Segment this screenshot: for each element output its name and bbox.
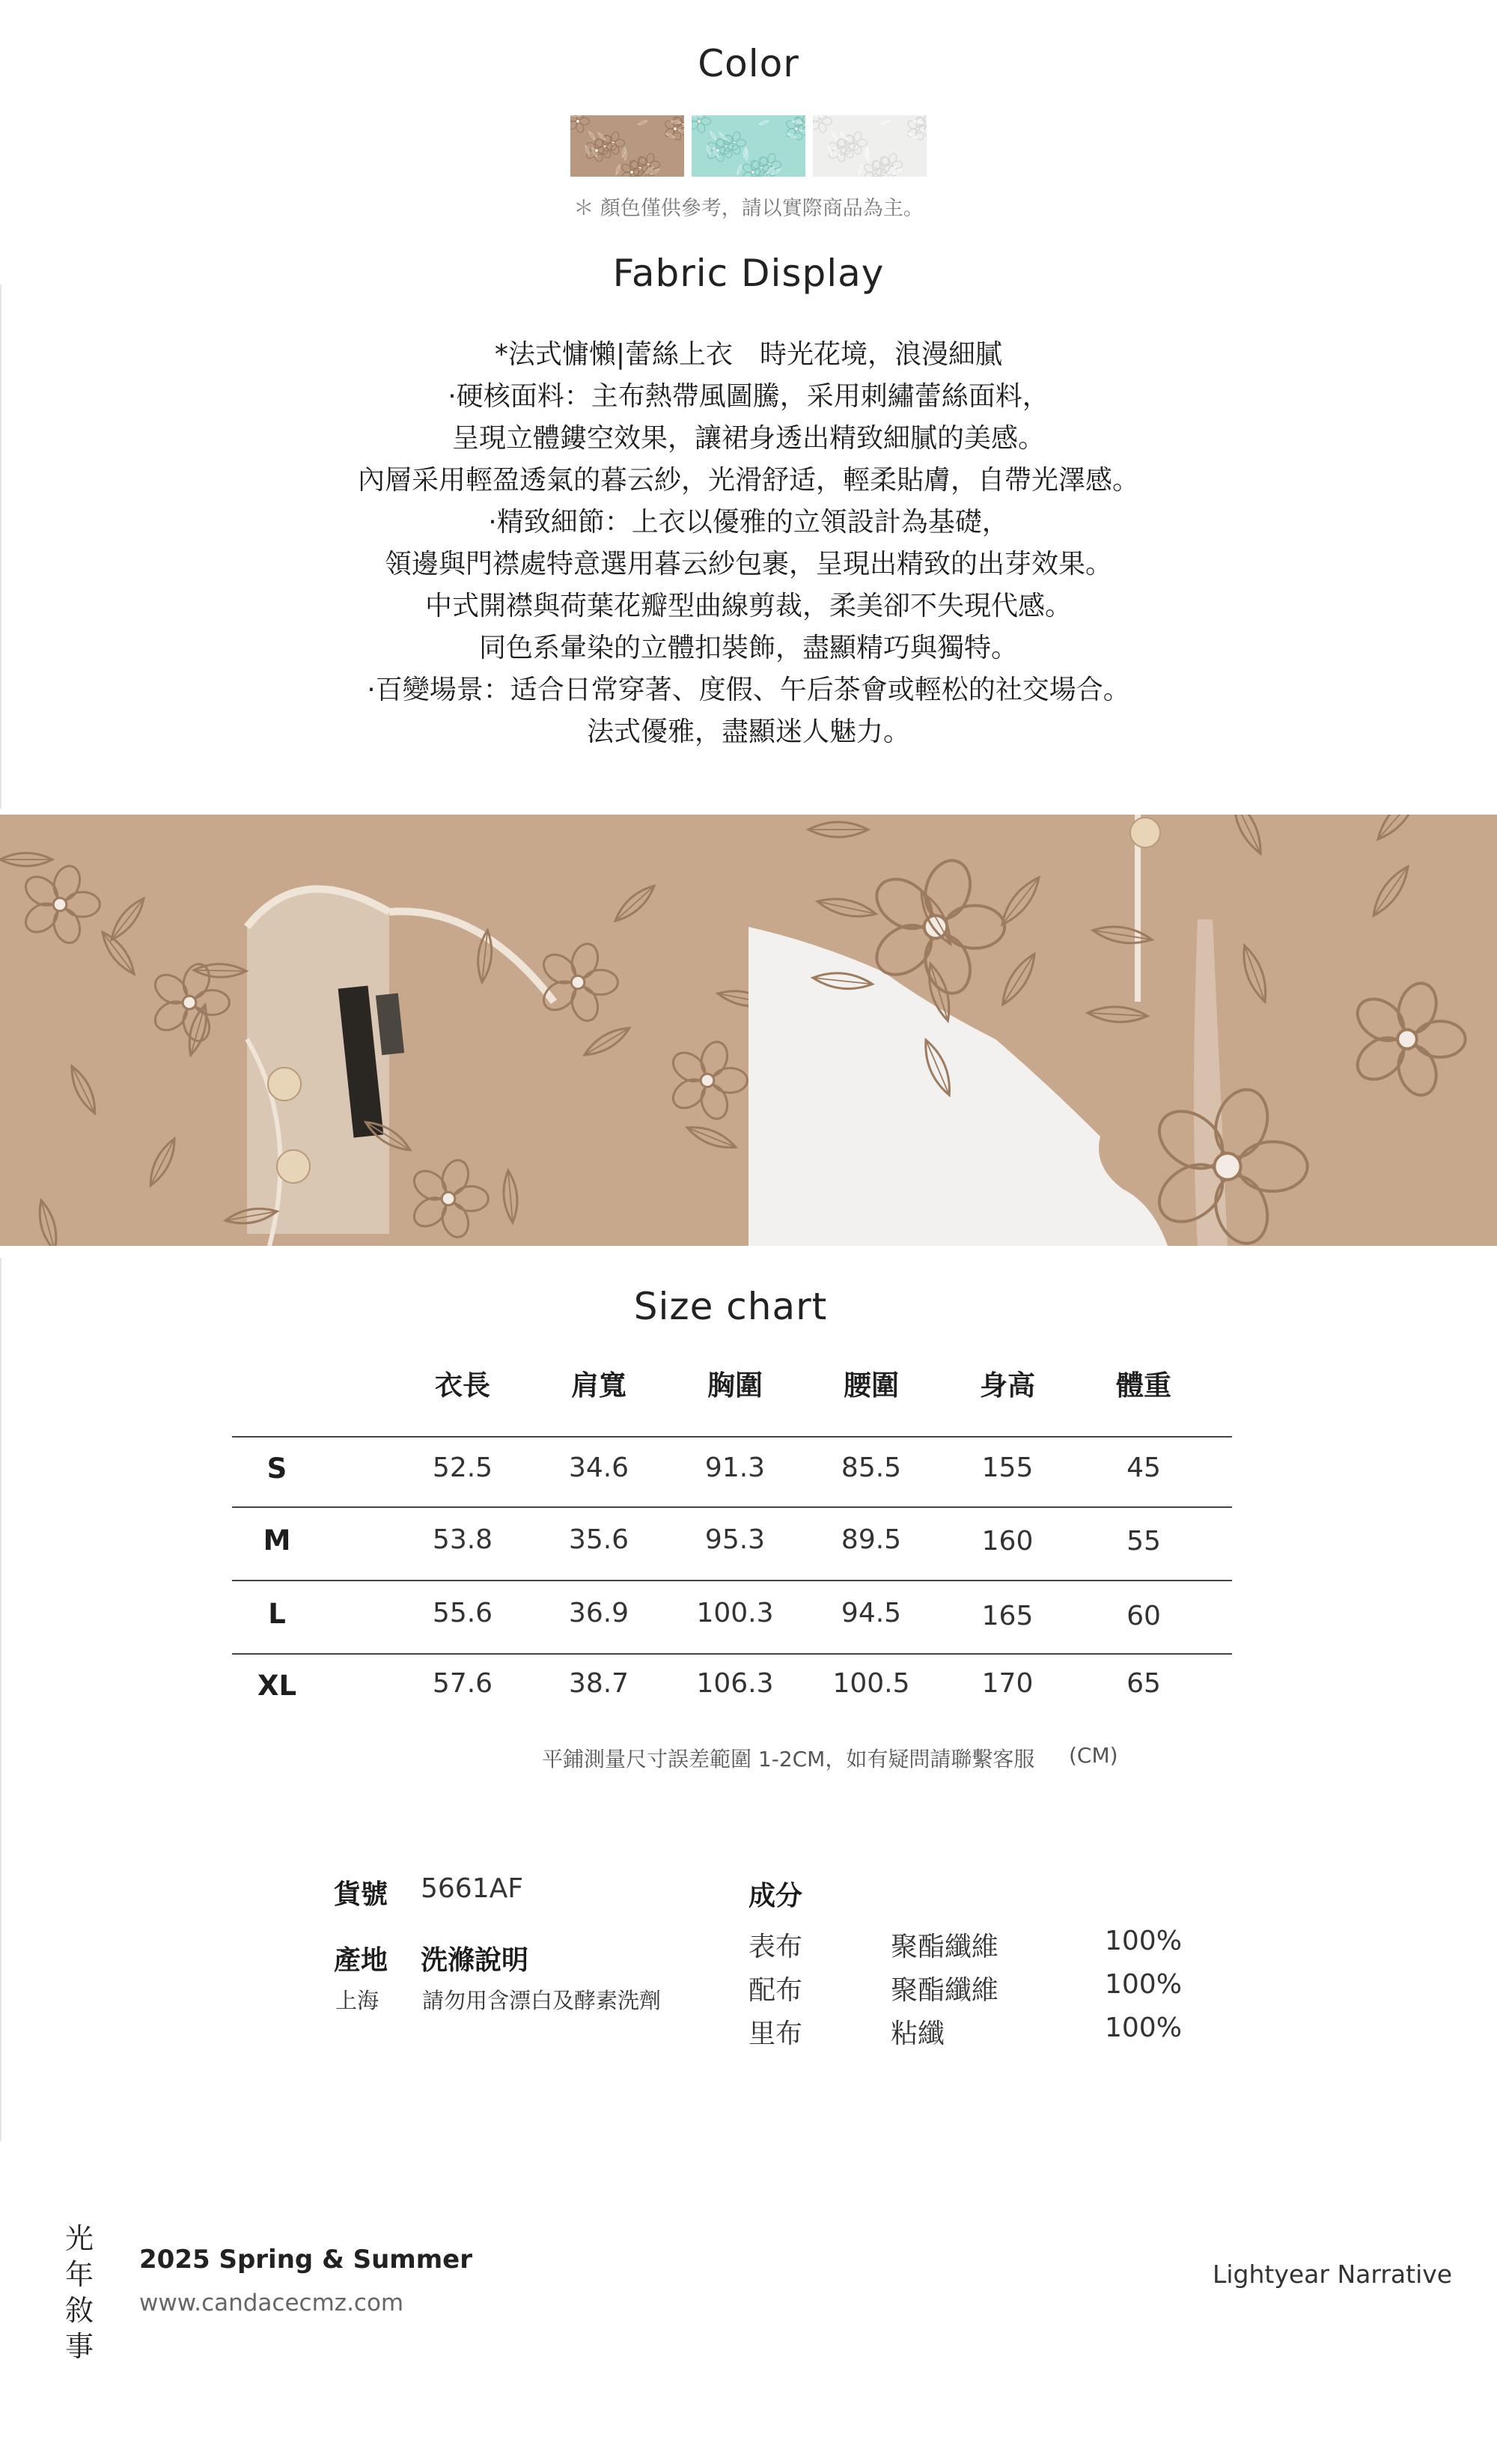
wash-label: 洗滌說明 <box>421 1945 529 1976</box>
fabric-photo-collar <box>0 815 748 1246</box>
desc-line: 內層采用輕盈透氣的暮云紗，光滑舒适，輕柔貼膚，自帶光澤感。 <box>357 465 1139 496</box>
table-cell: 95.3 <box>704 1524 766 1555</box>
desc-line: 呈現立體鏤空效果，讓裙身透出精致細膩的美感。 <box>451 423 1045 454</box>
footer-brand: Lightyear Narrative <box>1213 2260 1453 2289</box>
table-cell: 36.9 <box>568 1598 629 1628</box>
desc-line: 領邊與門襟處特意選用暮云紗包裹，呈現出精致的出芽效果。 <box>384 549 1112 580</box>
table-cell: 100.5 <box>832 1668 910 1699</box>
table-cell: 53.8 <box>432 1524 493 1555</box>
size-unit: (CM) <box>1069 1743 1118 1768</box>
table-cell: 100.3 <box>696 1598 774 1628</box>
size-note: 平鋪測量尺寸誤差範圍 1-2CM，如有疑問請聯繫客服 <box>542 1747 1035 1771</box>
origin-value: 上海 <box>335 1988 379 2013</box>
fabric-title: Fabric Display <box>612 252 885 295</box>
table-cell: 170 <box>981 1668 1034 1699</box>
composition-label: 成分 <box>748 1881 803 1911</box>
table-cell: 89.5 <box>841 1524 902 1555</box>
col-header: 胸圍 <box>707 1369 763 1402</box>
table-cell: 94.5 <box>841 1598 902 1628</box>
composition-part: 配布 <box>748 1975 803 2006</box>
composition-part: 表布 <box>748 1932 803 1962</box>
fabric-photo-hem <box>748 815 1497 1246</box>
composition-material: 聚酯纖維 <box>891 1975 999 2006</box>
table-cell: 55 <box>1126 1526 1161 1557</box>
swatch-white[interactable] <box>813 115 927 177</box>
col-header: 身高 <box>980 1369 1035 1402</box>
composition-percent: 100% <box>1105 1969 1182 2000</box>
table-cell: 35.6 <box>568 1524 629 1555</box>
composition-percent: 100% <box>1105 1926 1182 1956</box>
table-cell: 65 <box>1126 1668 1161 1699</box>
table-cell: 45 <box>1126 1452 1161 1483</box>
color-title: Color <box>698 42 799 85</box>
swatch-khaki[interactable] <box>570 115 684 177</box>
desc-line: ·百變場景：适合日常穿著、度假、午后茶會或輕松的社交場合。 <box>367 675 1130 705</box>
size-label: XL <box>257 1670 297 1702</box>
table-cell: 160 <box>981 1526 1034 1557</box>
fabric-description <box>0 334 1497 753</box>
col-header: 腰圍 <box>844 1369 899 1402</box>
origin-label: 產地 <box>334 1945 388 1976</box>
table-cell: 57.6 <box>432 1668 493 1699</box>
vertical-char: 光 <box>64 2222 94 2255</box>
table-cell: 155 <box>981 1452 1034 1483</box>
color-note: ＊ 顏色僅供參考，請以實際商品為主。 <box>573 197 924 220</box>
table-cell: 106.3 <box>696 1668 774 1699</box>
desc-line: 中式開襟與荷葉花瓣型曲線剪裁，柔美卻不失現代感。 <box>424 591 1072 621</box>
col-header: 體重 <box>1116 1369 1171 1402</box>
vertical-char: 年 <box>64 2258 94 2291</box>
footer-vertical-title <box>61 2221 97 2364</box>
col-header: 衣長 <box>435 1369 490 1402</box>
size-label: S <box>266 1452 287 1485</box>
table-cell: 34.6 <box>568 1452 629 1483</box>
table-cell: 165 <box>981 1601 1034 1631</box>
swatch-mint[interactable] <box>692 115 805 177</box>
table-cell: 91.3 <box>704 1452 766 1483</box>
composition-material: 粘纖 <box>891 2019 945 2049</box>
size-label: L <box>268 1598 286 1630</box>
item-no-value: 5661AF <box>421 1873 523 1904</box>
vertical-char: 敘 <box>64 2294 94 2327</box>
size-label: M <box>263 1524 291 1557</box>
composition-material: 聚酯纖維 <box>891 1932 999 1962</box>
row-divider <box>232 1653 1232 1655</box>
table-cell: 85.5 <box>841 1452 902 1483</box>
col-header: 肩寬 <box>571 1369 626 1402</box>
table-cell: 60 <box>1126 1601 1161 1631</box>
row-divider <box>232 1506 1232 1508</box>
composition-part: 里布 <box>748 2019 803 2049</box>
wash-value: 請勿用含漂白及酵素洗劑 <box>422 1988 662 2013</box>
desc-line: ·硬核面料：主布熱帶風圖騰，采用刺繡蕾絲面料， <box>448 381 1049 412</box>
desc-line: 法式優雅，盡顯迷人魅力。 <box>586 717 910 747</box>
row-divider <box>232 1580 1232 1581</box>
desc-line: ·精致細節：上衣以優雅的立領設計為基礎， <box>488 507 1009 538</box>
footer-url[interactable]: www.candacecmz.com <box>139 2290 404 2317</box>
size-chart-title: Size chart <box>633 1285 828 1328</box>
table-cell: 52.5 <box>432 1452 493 1483</box>
table-cell: 38.7 <box>568 1668 629 1699</box>
edge-line <box>0 1258 1 2141</box>
item-no-label: 貨號 <box>334 1879 388 1910</box>
desc-line: *法式慵懶|蕾絲上衣 時光花境，浪漫細膩 <box>494 339 1003 370</box>
vertical-char: 事 <box>64 2330 94 2363</box>
row-divider <box>232 1436 1232 1438</box>
table-cell: 55.6 <box>432 1598 493 1628</box>
composition-percent: 100% <box>1105 2013 1182 2043</box>
desc-line: 同色系暈染的立體扣裝飾，盡顯精巧與獨特。 <box>478 633 1018 663</box>
footer-season: 2025 Spring & Summer <box>139 2245 472 2275</box>
